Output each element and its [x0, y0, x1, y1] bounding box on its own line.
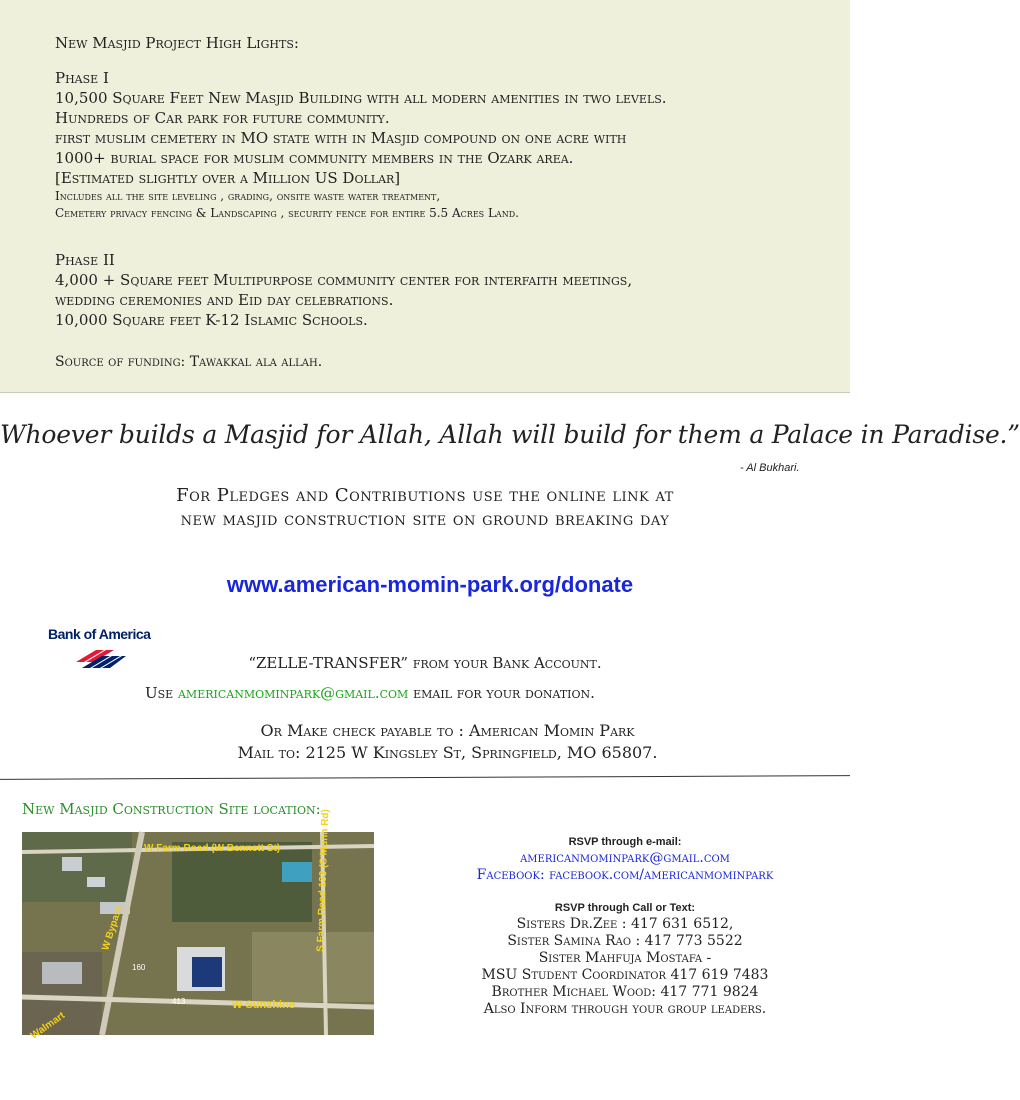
map-label-route-160: 160 [132, 963, 146, 972]
map-label-farm-road-133: S Farm Road 133 (S Munn Rd) [315, 808, 332, 953]
phase-1-line: 10,500 Square Feet New Masjid Building with all modern amenities in two levels. [55, 89, 667, 107]
use-suffix: email for your donation. [413, 684, 595, 702]
map-label-farm-road: W Farm Road (W Bennett St) [144, 843, 281, 854]
rsvp-contact: MSU Student Coordinator 417 619 7483 [481, 967, 769, 983]
pledge-text [0, 484, 850, 532]
map-label-route-413: 413 [172, 997, 186, 1006]
rsvp-contact: Sister Mahfuja Mostafa - [538, 950, 712, 966]
rsvp-email-heading: RSVP through e-mail: [568, 836, 682, 848]
zelle-transfer-text: “ZELLE-TRANSFER” from your Bank Account. [248, 654, 602, 672]
phase-1-title: Phase I [55, 69, 109, 87]
donate-link[interactable]: www.american-momin-park.org/donate [226, 572, 634, 597]
pledge-line: new masjid construction site on ground breaking day [180, 509, 670, 530]
phase-1-block [55, 68, 667, 222]
funding-source: Source of funding: Tawakkal ala allah. [55, 354, 323, 370]
use-prefix: Use [145, 684, 178, 702]
phase-1-detail: Cemetery privacy fencing & Landscaping , security fence for entire 5.5 Acres Land. [55, 206, 519, 220]
phase-2-line: 4,000 + Square feet Multipurpose community center for interfaith meetings, [55, 271, 633, 289]
mailing-address-line: Mail to: 2125 W Kingsley St, Springfield, MO 65807. [237, 743, 658, 762]
phase-2-title: Phase II [55, 251, 115, 269]
site-location-title: New Masjid Construction Site location: [22, 800, 321, 818]
quote-source: - Al Bukhari. [740, 462, 800, 474]
pledge-line: For Pledges and Contributions use the online link at [176, 485, 674, 506]
rsvp-call-block [410, 902, 840, 1018]
hadith-quote: Whoever builds a Masjid for Allah, Allah will build for them a Palace in Paradise.” [0, 420, 1020, 449]
phase-2-line: 10,000 Square feet K-12 Islamic Schools. [55, 311, 368, 329]
highlights-title: New Masjid Project High Lights: [55, 34, 299, 52]
rsvp-contact: Brother Michael Wood: 417 771 9824 [491, 984, 759, 1000]
rsvp-email-link[interactable]: americanmominpark@gmail.com [520, 850, 730, 866]
phase-1-detail: Includes all the site leveling , grading, onsite waste water treatment, [55, 189, 441, 203]
phase-2-line: wedding ceremonies and Eid day celebrations. [55, 291, 394, 309]
phase-1-line: first muslim cemetery in MO state with in Masjid compound on one acre with [55, 129, 627, 147]
check-payable-line: Or Make check payable to : American Momin Park [260, 721, 635, 740]
rsvp-call-heading: RSVP through Call or Text: [554, 902, 696, 914]
rsvp-contact: Sisters Dr.Zee : 417 631 6512, [516, 916, 734, 932]
rsvp-facebook-link[interactable]: Facebook: facebook.com/americanmominpark [476, 867, 774, 883]
map-label-sunshine: W Sunshine [232, 999, 295, 1011]
rsvp-contact: Sister Samina Rao : 417 773 5522 [507, 933, 743, 949]
phase-1-line: 1000+ burial space for muslim community members in the Ozark area. [55, 149, 574, 167]
map-label-bypass: W Bypass [100, 903, 126, 952]
phase-1-line: Hundreds of Car park for future community. [55, 109, 390, 127]
section-divider [0, 775, 850, 780]
phase-2-block [55, 250, 632, 330]
rsvp-email-block [410, 836, 840, 884]
check-payment-block [0, 720, 895, 764]
map-label-walmart: Walmart [28, 1010, 68, 1042]
phase-1-line: [Estimated slightly over a Million US Dollar] [55, 169, 401, 187]
rsvp-contact: Also Inform through your group leaders. [483, 1001, 767, 1017]
donation-email-line [145, 684, 595, 702]
bank-of-america-logo-text: Bank of America [48, 626, 151, 642]
donation-email-link[interactable]: americanmominpark@gmail.com [177, 684, 409, 702]
